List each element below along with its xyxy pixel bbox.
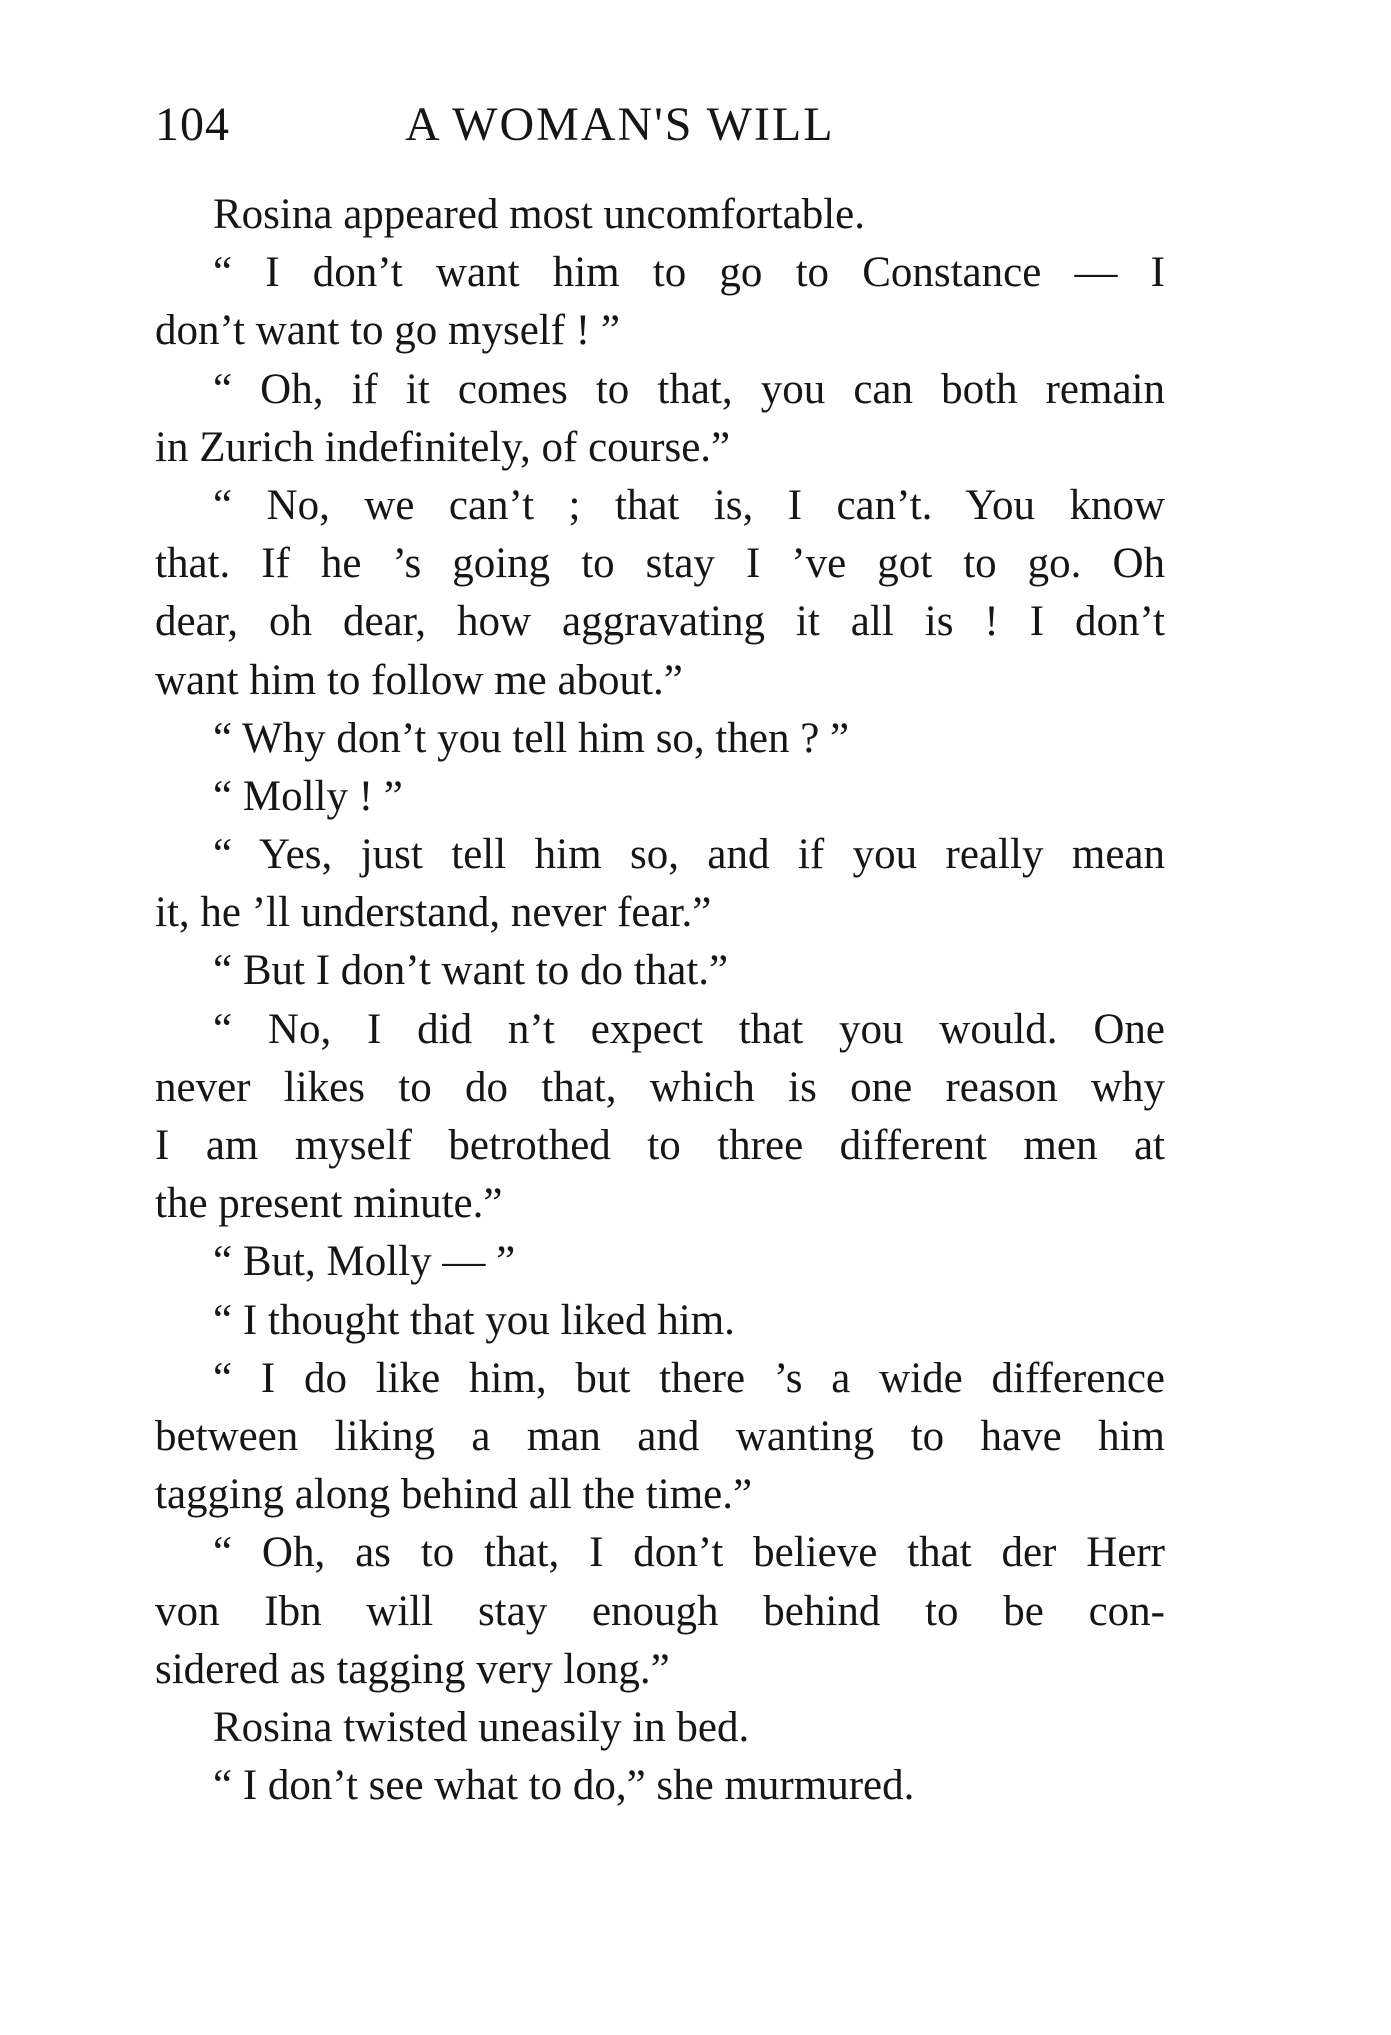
text-line: between liking a man and wanting to have him <box>155 1412 1165 1460</box>
text-line: Rosina appeared most uncomfortable. <box>213 191 865 238</box>
text-line: “ Why don’t you tell him so, then ? ” <box>213 714 850 762</box>
text-line: never likes to do that, which is one reason why <box>155 1063 1165 1111</box>
text-line: “ But, Molly — ” <box>213 1238 516 1286</box>
running-title: A WOMAN'S WILL <box>405 98 835 151</box>
text-line: “ No, we can’t ; that is, I can’t. You know <box>213 481 1165 529</box>
text-line: Rosina twisted uneasily in bed. <box>213 1703 750 1751</box>
text-line: “ Yes, just tell him so, and if you really mean <box>213 831 1165 879</box>
text-line: sidered as tagging very long.” <box>155 1645 670 1693</box>
text-line: tagging along behind all the time.” <box>155 1471 753 1519</box>
text-line: “ I don’t see what to do,” she murmured. <box>213 1762 915 1810</box>
text-line: it, he ’ll understand, never fear.” <box>155 889 712 937</box>
text-line: “ I thought that you liked him. <box>213 1296 735 1344</box>
text-line: dear, oh dear, how aggravating it all is ! I don’t <box>155 598 1165 646</box>
page-number: 104 <box>155 98 230 151</box>
text-line: the present minute.” <box>155 1180 503 1228</box>
text-line: in Zurich indefinitely, of course.” <box>155 423 731 471</box>
text-line: don’t want to go myself ! ” <box>155 307 620 355</box>
text-line: “ Oh, as to that, I don’t believe that der Herr <box>213 1529 1165 1577</box>
text-line: “ No, I did n’t expect that you would. One <box>213 1005 1165 1053</box>
running-head <box>155 95 1165 155</box>
text-line: “ I don’t want him to go to Constance — I <box>213 249 1165 297</box>
body-text <box>155 186 1165 1815</box>
text-line: “ I do like him, but there ’s a wide difference <box>213 1354 1165 1402</box>
text-line: “ Oh, if it comes to that, you can both remain <box>213 365 1165 413</box>
text-line: I am myself betrothed to three different men at <box>155 1122 1165 1169</box>
text-line: that. If he ’s going to stay I ’ve got to go. Oh <box>155 540 1165 588</box>
text-line: “ But I don’t want to do that.” <box>213 947 729 995</box>
text-line: “ Molly ! ” <box>213 772 403 820</box>
text-line: von Ibn will stay enough behind to be con- <box>155 1587 1165 1635</box>
text-line: want him to follow me about.” <box>155 656 683 704</box>
